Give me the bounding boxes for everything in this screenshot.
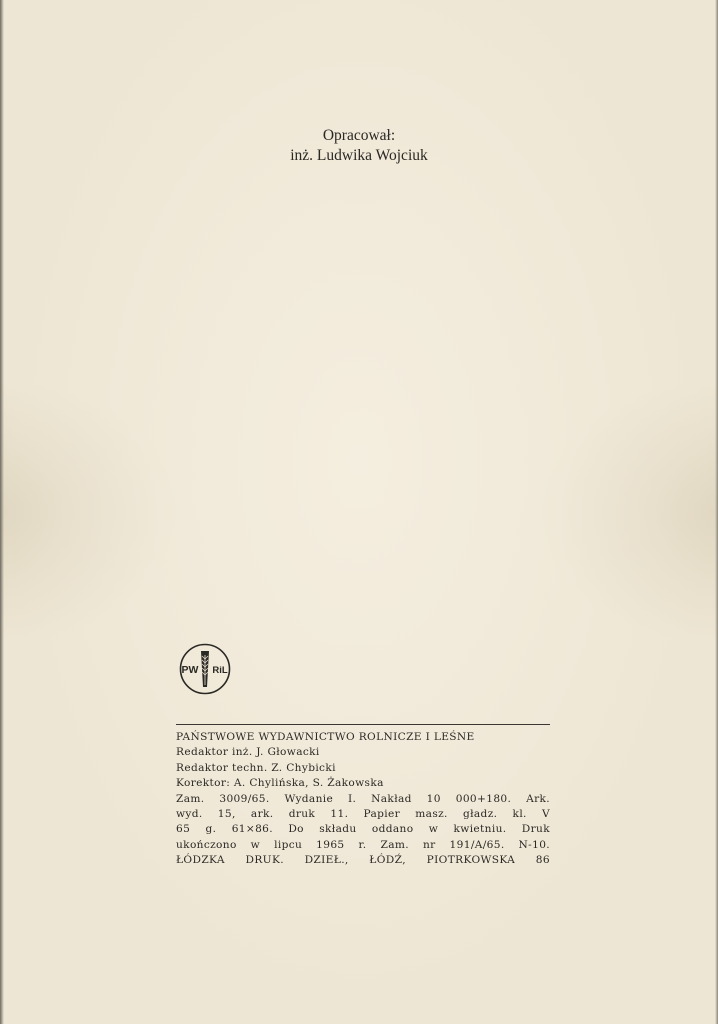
colophon-proofreader: Korektor: A. Chylińska, S. Żakowska (176, 777, 384, 790)
colophon-rule (176, 724, 550, 725)
colophon-details-line: wyd. 15, ark. druk 11. Papier masz. gładz. kl. V (176, 808, 550, 821)
author-block (0, 126, 718, 166)
colophon (176, 724, 550, 869)
logo-left-text: PW (181, 664, 199, 676)
colophon-details-line: ukończono w lipcu 1965 r. Zam. nr 191/A/65. N-10. (176, 838, 550, 851)
colophon-details-line: 65 g. 61×86. Do składu oddano w kwietniu. Druk (176, 823, 550, 836)
colophon-editor: Redaktor inż. J. Głowacki (176, 746, 320, 759)
colophon-publisher: PAŃSTWOWE WYDAWNICTWO ROLNICZE I LEŚNE (176, 731, 475, 743)
author-label: Opracował: (322, 127, 396, 144)
logo-right-text: RiL (212, 665, 228, 676)
author-name: inż. Ludwika Wojciuk (290, 147, 428, 164)
pwril-logo-icon (179, 643, 231, 695)
colophon-printer-line: ŁÓDZKA DRUK. DZIEŁ., ŁÓDŹ, PIOTRKOWSKA 86 (176, 854, 550, 867)
colophon-details-line: Zam. 3009/65. Wydanie I. Nakład 10 000+180. Ark. (176, 792, 550, 805)
colophon-tech-editor: Redaktor techn. Z. Chybicki (176, 761, 336, 774)
